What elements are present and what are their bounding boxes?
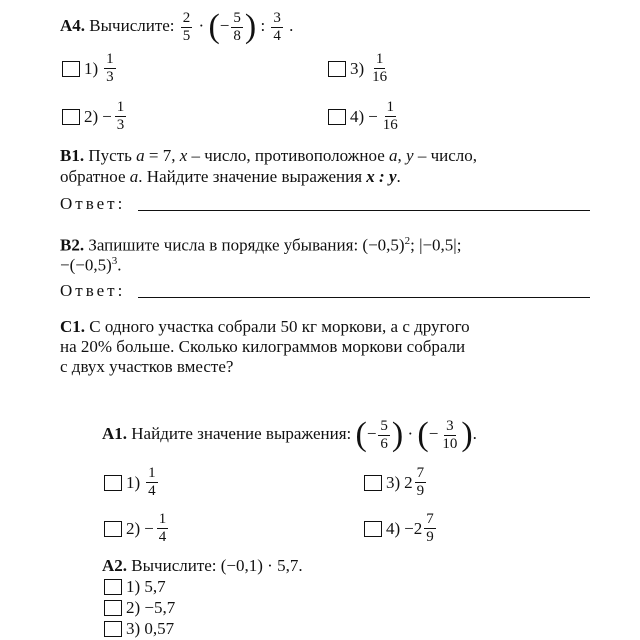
option-label: 1)	[126, 472, 141, 492]
option-label: 4)	[386, 518, 401, 538]
minus-sign: −	[366, 423, 377, 443]
fraction-numerator: 1	[148, 465, 156, 481]
task-c1-line1	[60, 317, 470, 337]
task-b1-line2	[60, 167, 401, 187]
divide-sign: :	[260, 15, 266, 35]
a4-option-1[interactable]	[62, 52, 118, 85]
fraction-numerator: 1	[158, 511, 167, 527]
answer-input-b2[interactable]	[138, 283, 590, 298]
a1-fraction-1	[378, 419, 390, 452]
text: – число, противоположное	[187, 146, 390, 165]
minus-sign: −	[144, 518, 154, 538]
whole-part: 2	[404, 472, 413, 492]
option-label: 3) 0,57	[126, 619, 175, 638]
fraction-numerator: 1	[375, 51, 384, 67]
checkbox[interactable]	[104, 475, 122, 491]
text: .	[396, 167, 401, 186]
fraction-denominator: 5	[182, 27, 191, 44]
fraction-numerator: 3	[446, 417, 454, 434]
a2-option-1[interactable]	[104, 577, 166, 597]
task-b1-label: В1.	[60, 146, 85, 165]
fraction-numerator: 1	[106, 51, 114, 67]
task-c1-line2: на 20% больше. Сколько килограммов моркови собрали	[60, 337, 466, 356]
option-label: 3)	[350, 58, 365, 78]
var-a: a	[136, 146, 145, 165]
checkbox[interactable]	[364, 475, 382, 491]
task-a2-label: А2.	[102, 556, 128, 575]
minus-sign: −	[102, 106, 112, 126]
a1-option-1[interactable]	[104, 466, 160, 499]
checkbox[interactable]	[104, 621, 122, 637]
var-x: x	[179, 146, 188, 165]
checkbox[interactable]	[104, 579, 122, 595]
a4-fraction-2	[231, 11, 243, 44]
option-fraction	[370, 52, 389, 85]
a1-fraction-2	[440, 419, 459, 452]
fraction-numerator: 1	[116, 99, 125, 115]
option-label: 2) −5,7	[126, 598, 176, 617]
var-y: y	[406, 146, 414, 165]
option-fraction	[115, 100, 127, 133]
a4-option-4[interactable]	[328, 100, 402, 133]
option-fraction	[381, 100, 400, 133]
minus-sign: −	[404, 518, 414, 538]
option-fraction	[415, 466, 427, 499]
fraction-numerator: 5	[380, 417, 388, 434]
checkbox[interactable]	[62, 61, 80, 77]
a1-option-2[interactable]	[104, 512, 170, 545]
mixed-number	[404, 512, 438, 545]
text: – число,	[413, 146, 478, 165]
var-a: a	[129, 167, 139, 186]
answer-row-b2	[60, 281, 125, 301]
text: обратное	[60, 167, 130, 186]
a2-option-2[interactable]	[104, 598, 175, 618]
checkbox[interactable]	[328, 109, 346, 125]
fraction-numerator: 7	[416, 465, 425, 481]
option-label: 2)	[84, 106, 99, 126]
mixed-number	[404, 466, 428, 499]
fraction-denominator: 9	[416, 483, 425, 499]
answer-row-b1	[60, 194, 125, 214]
option-fraction	[157, 512, 169, 545]
answer-input-b1[interactable]	[138, 196, 590, 211]
exponent: 3	[111, 255, 118, 267]
fraction-denominator: 16	[372, 69, 388, 85]
a4-fraction-3	[271, 11, 283, 44]
var-a: a	[389, 146, 398, 165]
task-a4-text: Вычислите:	[89, 15, 175, 35]
task-b1-line1	[60, 146, 477, 166]
whole-part: 2	[413, 518, 423, 538]
a1-option-4[interactable]	[364, 512, 438, 545]
fraction-denominator: 16	[382, 117, 398, 133]
a4-option-2[interactable]	[62, 100, 128, 133]
option-fraction	[424, 512, 436, 545]
minus-sign: −	[368, 106, 378, 126]
option-label: 2)	[126, 518, 141, 538]
paren-close: )	[244, 8, 257, 45]
option-label: 3)	[386, 472, 401, 492]
option-label: 1) 5,7	[126, 577, 166, 596]
checkbox[interactable]	[104, 521, 122, 537]
fraction-denominator: 6	[380, 435, 388, 452]
multiply-sign: ·	[407, 423, 414, 443]
a4-fraction-1	[181, 11, 193, 44]
a1-option-3[interactable]	[364, 466, 428, 499]
task-a2	[102, 556, 303, 576]
paren-open: (	[417, 416, 429, 453]
fraction-denominator: 4	[158, 529, 167, 545]
fraction-denominator: 8	[233, 27, 241, 44]
task-a1-label: А1.	[102, 423, 128, 443]
text: ; |−0,5|;	[410, 235, 462, 255]
fraction-numerator: 1	[386, 99, 395, 115]
text: −(−0,5)	[60, 255, 112, 275]
fraction-numerator: 3	[273, 9, 281, 26]
fraction-denominator: 4	[273, 27, 281, 44]
minus-sign: −	[428, 423, 439, 443]
paren-open: (	[355, 416, 367, 453]
fraction-denominator: 3	[116, 117, 125, 133]
option-label: 4)	[350, 106, 365, 126]
period: .	[289, 15, 294, 35]
paren-close: )	[391, 416, 404, 453]
fraction-denominator: 9	[426, 529, 434, 545]
fraction-denominator: 3	[106, 69, 114, 85]
task-c1-line3: с двух участков вместе?	[60, 357, 234, 376]
fraction-numerator: 5	[233, 9, 241, 26]
task-a4	[60, 10, 293, 44]
task-a1-text: Найдите значение выражения:	[131, 423, 352, 443]
fraction-numerator: 7	[426, 511, 434, 527]
a2-option-3[interactable]	[104, 619, 174, 639]
expression: x : y	[366, 167, 397, 186]
checkbox[interactable]	[104, 600, 122, 616]
text: Пусть	[88, 146, 137, 165]
fraction-denominator: 4	[148, 483, 156, 499]
answer-label: Ответ:	[60, 281, 126, 300]
a4-option-3[interactable]	[328, 52, 391, 85]
period: .	[472, 423, 477, 443]
checkbox[interactable]	[62, 109, 80, 125]
paren-close: )	[461, 416, 473, 453]
minus-sign: −	[219, 15, 230, 35]
checkbox[interactable]	[328, 61, 346, 77]
checkbox[interactable]	[364, 521, 382, 537]
exponent: 2	[404, 235, 411, 247]
paren-open: (	[208, 8, 220, 45]
fraction-denominator: 10	[442, 435, 458, 452]
multiply-sign: ·	[198, 15, 205, 35]
fraction-numerator: 2	[182, 9, 191, 26]
task-b2-line2	[60, 251, 122, 276]
task-a2-text: Вычислите: (−0,1) · 5,7.	[131, 556, 303, 575]
task-c1-label: С1.	[60, 317, 86, 336]
option-fraction	[146, 466, 158, 499]
text: ,	[397, 146, 407, 165]
text: Запишите числа в порядке убывания: (−0,5)	[88, 235, 405, 255]
task-a4-label: А4.	[60, 15, 86, 35]
text: С одного участка собрали 50 кг моркови, а с другого	[89, 317, 470, 336]
text: .	[117, 255, 122, 275]
task-a1	[102, 418, 477, 452]
task-b2-label: В2.	[60, 235, 85, 255]
answer-label: Ответ:	[60, 194, 126, 213]
text: = 7,	[144, 146, 180, 165]
option-fraction	[104, 52, 116, 85]
text: . Найдите значение выражения	[138, 167, 367, 186]
option-label: 1)	[84, 58, 99, 78]
